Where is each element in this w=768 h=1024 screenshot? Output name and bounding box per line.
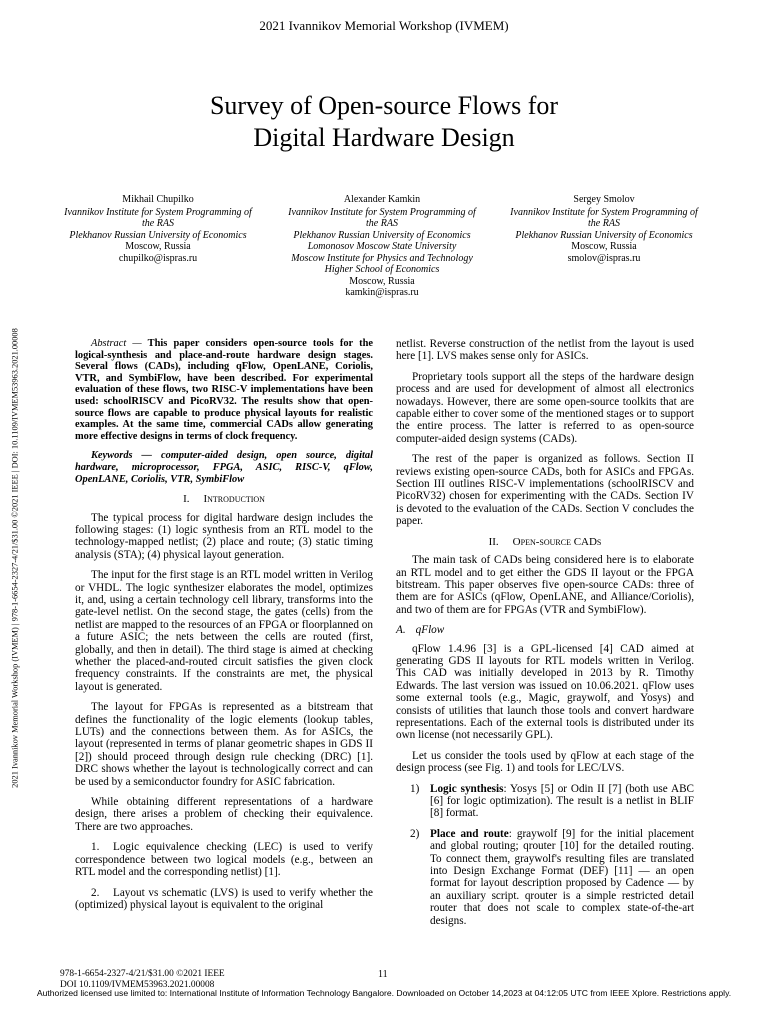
author-affiliation: Ivannikov Institute for System Programming of the RAS (510, 206, 698, 229)
paragraph: The rest of the paper is organized as follows. Section II reviews existing open-source CADs, both for ASICs and FPGAs. Section III outlines RISC-V implementations (schoolRISCV and PicoRV32) chosen for experimenting with the CADs. Section IV is devoted to the evaluation of the CADs. Section V concludes the paper. (396, 453, 694, 528)
enum-text: Logic equivalence checking (LEC) is used to verify correspondence between two logical models (e.g., between an RTL model and the corresponding netlist) [1]. (75, 841, 373, 879)
paragraph: Proprietary tools support all the steps of the hardware design process and are used for development of almost all electronics nowadays. However, there are some open-source toolkits that are capable either to cover some of the mentioned stages or to support the entire process. The latter is referred to as open-source computer-aided design systems (CADs). (396, 370, 694, 445)
tool-list (396, 783, 694, 927)
enum-number: 2. (91, 886, 100, 899)
list-text: : graywolf [9] for the initial placement and global routing; qrouter [10] for the detailed routing. To connect them, graywolf's resulting files are translated into Design Exchange Format (DEF) [11] — an open format for layout description proposed by Cadence — by an auxiliary script. qrouter is a simple restricted detail router that does not scale to complex state-of-the-art designs. (430, 827, 694, 927)
paragraph: The main task of CADs being considered here is to elaborate an RTL model and to get either the GDS II layout or the FPGA bitstream. This paper observes five open-source CADs: three of them are for ASICs (qFlow, OpenLANE, and Alliance/Coriolis), and two of them are for FPGAs (VTR and SymbiFlow). (396, 554, 694, 616)
author-affiliation: Ivannikov Institute for System Programming of the RAS (288, 206, 476, 229)
paragraph: The input for the first stage is an RTL model written in Verilog or VHDL. The logic synthesizer elaborates the model, optimizes it, and, using a certain technology cell library, transforms into the gate-level netlist. On the second stage, the gates (cells) from the netlist are mapped to the resources of an FPGA or floorplanned on a future ASIC; the nets between the cells are routed (first, globally, and then in detail). The third stage is aimed at checking whether the placed-and-routed circuit satisfies the given clock frequency constraints. If the constraints are met, the physical layout is generated. (75, 569, 373, 693)
author-location: Moscow, Russia (125, 241, 191, 252)
list-term: Place and route (430, 827, 509, 840)
list-text: : Yosys [5] or Odin II [7] (both use ABC [6] for logic optimization). The result is a netlist in BLIF [8] format. (430, 782, 694, 820)
keywords-lead: Keywords — (91, 450, 152, 462)
list-item (396, 783, 694, 820)
section-title: Introduction (203, 493, 265, 506)
enum-text: Layout vs schematic (LVS) is used to verify whether the (optimized) physical layout is equivalent to the original (75, 886, 373, 911)
author-block (504, 194, 704, 264)
section-heading (75, 493, 373, 505)
sidebar-citation (9, 248, 21, 868)
paragraph: The typical process for digital hardware design includes the following stages: (1) logic synthesis from an RTL model to the technology-mapped netlist; (2) place and route; (3) static timing analysis (STA); (4) physical layout generation. (75, 511, 373, 561)
author-affiliation: Ivannikov Institute for System Programming of the RAS (64, 206, 252, 229)
author-email: chupilko@ispras.ru (118, 252, 198, 264)
left-column (75, 338, 373, 919)
subsection-title: qFlow (415, 624, 445, 637)
abstract-text: This paper considers open-source tools for the logical-synthesis and place-and-route hardware design stages. Several flows (CADs), including qFlow, OpenLANE, Coriolis, VTR, and SymbiFlow, have been described. For experimental evaluation of these flows, two RISC-V implementations have been used: schoolRISCV and PicoRV32. The results show that open-source flows are capable to produce physical layouts for realistic examples. At the same time, commercial CADs allow generating more effective designs in terms of clock frequency. (75, 338, 373, 442)
list-number: 1) (410, 782, 420, 795)
abstract-lead: Abstract — (91, 338, 142, 349)
license-notice: Authorized licensed use limited to: International Institute of Information Technology Bangalore. Downloaded on October 14,2023 at 04:12:05 UTC from IEEE Xplore. Restrictions apply. (36, 988, 732, 998)
author-name: Mikhail Chupilko (122, 194, 194, 205)
paragraph: While obtaining different representations of a hardware design, there arises a problem of checking their equivalence. There are two approaches. (75, 796, 373, 833)
author-email: kamkin@ispras.ru (345, 287, 419, 298)
section-number: I. (183, 493, 190, 506)
abstract (75, 338, 373, 442)
section-heading (396, 536, 694, 548)
keywords-text: computer-aided design, open source, digital hardware, microprocessor, FPGA, ASIC, RISC-V, qFlow, OpenLANE, Coriolis, VTR, SymbiFlow (75, 450, 373, 485)
paragraph: Let us consider the tools used by qFlow at each stage of the design process (see Fig. 1) and tools for LEC/LVS. (396, 749, 694, 775)
list-term: Logic synthesis (430, 782, 504, 795)
author-affiliation: Plekhanov Russian University of Economics (515, 229, 693, 241)
list-item (396, 828, 694, 927)
page-number: 11 (378, 969, 388, 980)
author-affiliation: Plekhanov Russian University of Economics (293, 229, 471, 241)
keywords (75, 450, 373, 485)
footer-isbn-line: 978-1-6654-2327-4/21/$31.00 ©2021 IEEE (60, 969, 225, 979)
enumerated-paragraph (75, 887, 373, 912)
author-name: Alexander Kamkin (343, 194, 421, 205)
section-number: II. (488, 535, 499, 548)
author-email: smolov@ispras.ru (567, 252, 641, 264)
author-location: Moscow, Russia (349, 275, 415, 287)
author-block (58, 194, 258, 264)
author-name: Sergey Smolov (573, 194, 635, 205)
enum-number: 1. (91, 841, 100, 854)
footer-doi-line: DOI 10.1109/IVMEM53963.2021.00008 (60, 979, 215, 990)
paragraph: netlist. Reverse construction of the netlist from the layout is used here [1]. LVS makes sense only for ASICs. (396, 338, 694, 363)
author-location: Moscow, Russia (571, 241, 637, 252)
author-affiliation: Plekhanov Russian University of Economics (69, 229, 247, 241)
author-affiliation: Higher School of Economics (324, 264, 440, 275)
enumerated-paragraph (75, 841, 373, 878)
list-number: 2) (410, 827, 420, 840)
footer-isbn (60, 969, 225, 990)
subsection-number: A. (396, 624, 406, 637)
paragraph: qFlow 1.4.96 [3] is a GPL-licensed [4] CAD aimed at generating GDS II layouts for RTL models written in Verilog. This CAD was initially developed in 2013 by R. Timothy Edwards. The last version was issued on 10.06.2021. qFlow uses some external tools (e.g., Magic, graywolf, and Yosys) and consists of utilities that launch those tools and convert hardware representations. Each of the external tools is distributed under its own license (not necessarily GPL). (396, 642, 694, 742)
sidebar-citation-text: 2021 Ivannikov Memorial Workshop (IVMEM) | 978-1-6654-2327-4/21/$31.00 ©2021 IEEE | DOI: 10.1109/IVMEM53963.2021.00008 (10, 328, 20, 788)
title-line-1: Survey of Open-source Flows for (209, 91, 559, 120)
author-block (282, 194, 482, 299)
author-affiliation: Lomonosov Moscow State University (307, 241, 457, 252)
paragraph: The layout for FPGAs is represented as a bitstream that defines the functionality of the logic elements (lookup tables, LUTs) and the connections between them. As for ASICs, the layout (represented in terms of planar geometric shapes in GDS II [2]) should proceed through design rule checking (DRC) [1]. DRC shows whether the layout is technologically correct and can be used by a semiconductor foundry for ASIC fabrication. (75, 701, 373, 788)
section-title: Open-source CADs (512, 535, 602, 548)
author-affiliation: Moscow Institute for Physics and Technology (291, 252, 473, 264)
title-line-2: Digital Hardware Design (253, 123, 515, 152)
right-column (396, 338, 694, 935)
conference-header: 2021 Ivannikov Memorial Workshop (IVMEM) (259, 18, 509, 33)
paper-title (0, 90, 768, 154)
subsection-heading (396, 624, 694, 636)
